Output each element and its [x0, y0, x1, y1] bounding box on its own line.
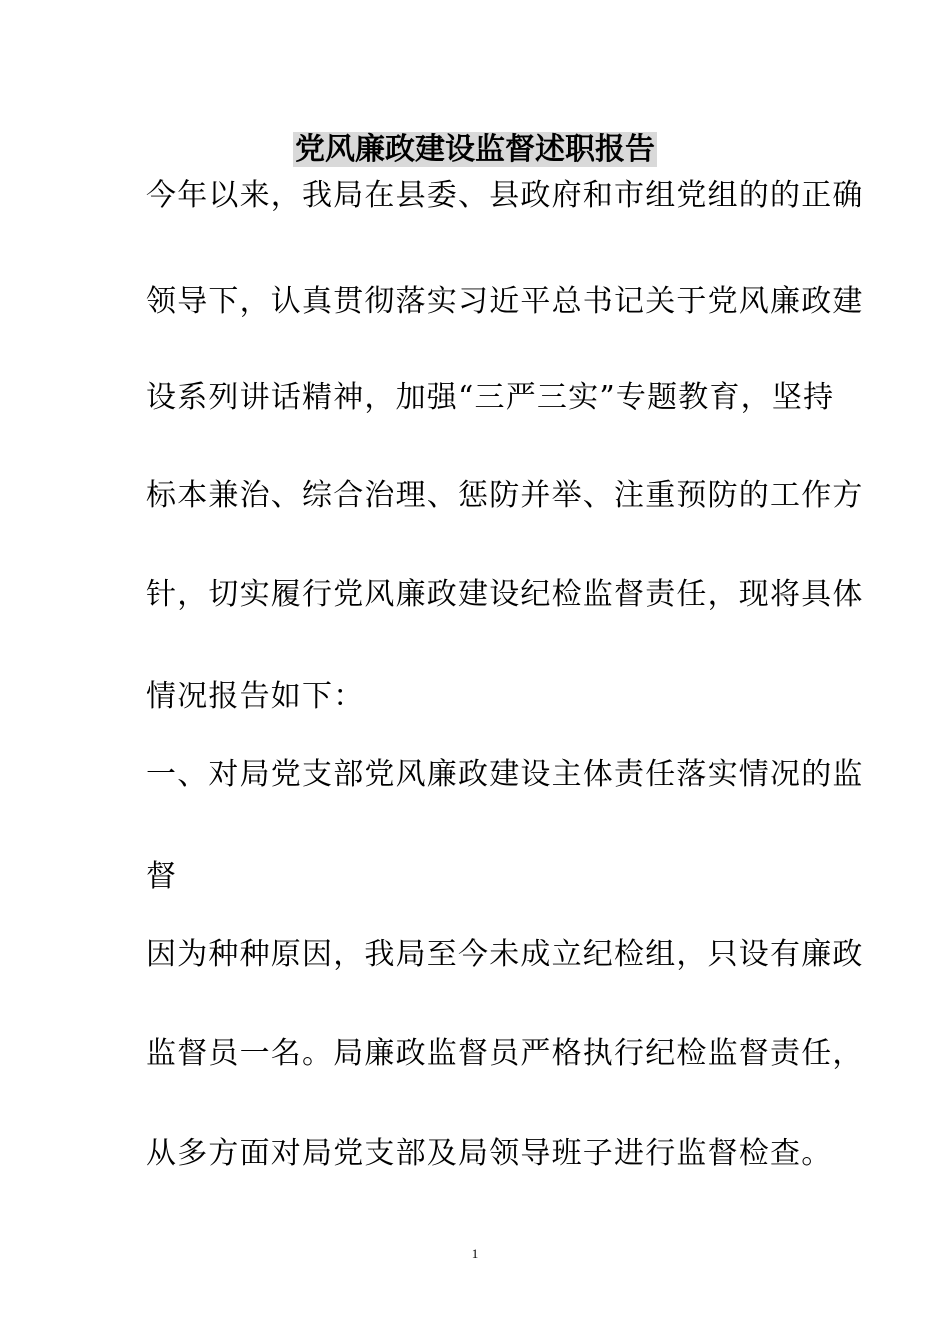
section-heading-line-2: 督: [146, 859, 178, 894]
paragraph-line-6: 情况报告如下：: [146, 679, 365, 714]
paragraph-line-9: 从多方面对局党支部及局领导班子进行监督检查。: [146, 1136, 833, 1171]
paragraph-line-3: 设系列讲话精神，加强“三严三实”专题教育，坚持: [146, 380, 835, 415]
paragraph-line-2: 领导下，认真贯彻落实习近平总书记关于党风廉政建: [146, 284, 864, 319]
paragraph-line-5: 针，切实履行党风廉政建设纪检监督责任，现将具体: [146, 577, 864, 612]
document-title: [0, 132, 950, 168]
paragraph-line-4: 标本兼治、综合治理、惩防并举、注重预防的工作方: [146, 478, 864, 513]
section-heading-line-1: 一、对局党支部党风廉政建设主体责任落实情况的监: [146, 757, 864, 792]
page-number: 1: [471, 1246, 479, 1261]
paragraph-line-1: 今年以来，我局在县委、县政府和市组党组的的正确: [146, 178, 864, 213]
paragraph-line-8: 监督员一名。局廉政监督员严格执行纪检监督责任，: [146, 1036, 864, 1071]
document-title-text: 党风廉政建设监督述职报告: [295, 132, 655, 167]
paragraph-line-7: 因为种种原因，我局至今未成立纪检组，只设有廉政: [146, 937, 864, 972]
